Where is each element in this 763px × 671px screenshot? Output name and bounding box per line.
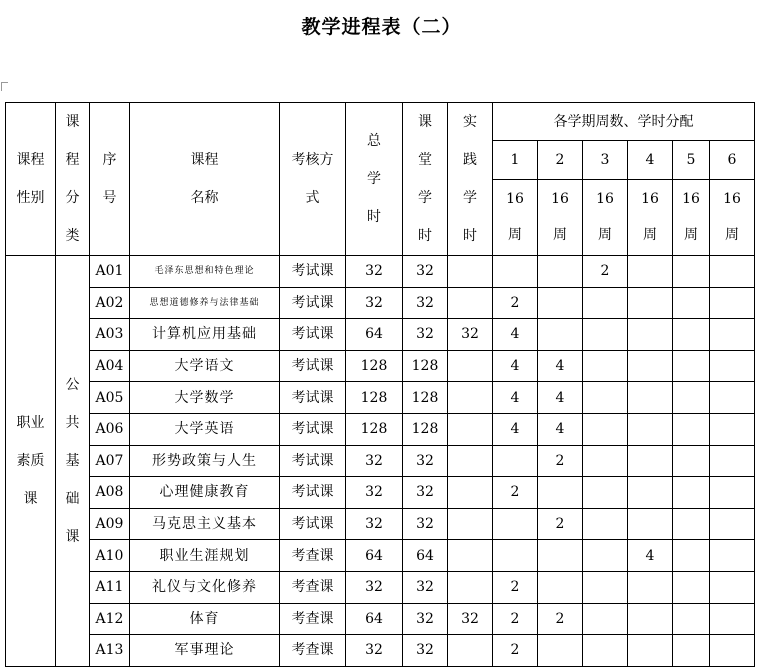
semester-6-hours [710,256,755,288]
assessment: 考试课 [280,477,346,509]
semester-1-weeks: 16周 [493,179,538,256]
course-id: A07 [90,445,130,477]
semester-2-hours [538,571,583,603]
semester-5-hours [673,382,710,414]
assessment: 考试课 [280,413,346,445]
semester-4-header: 4 [628,141,673,179]
total-hours: 64 [346,603,403,635]
practice-hours [448,635,493,667]
classroom-hours: 32 [403,571,448,603]
course-name: 形势政策与人生 [130,445,280,477]
total-hours: 64 [346,319,403,351]
semester-6-hours [710,445,755,477]
semester-2-hours [538,477,583,509]
semester-5-hours [673,635,710,667]
semester-3-hours [583,413,628,445]
practice-hours [448,256,493,288]
course-name: 思想道德修养与法律基础 [130,287,280,319]
semester-4-hours [628,319,673,351]
semester-5-weeks: 16周 [673,179,710,256]
semester-1-hours [493,445,538,477]
course-id: A08 [90,477,130,509]
assessment: 考查课 [280,603,346,635]
classroom-hours: 32 [403,508,448,540]
semester-4-hours [628,382,673,414]
semester-2-hours: 2 [538,508,583,540]
course-name: 大学数学 [130,382,280,414]
total-hours: 32 [346,477,403,509]
semester-6-hours [710,413,755,445]
semester-6-hours [710,571,755,603]
table-row [6,413,755,445]
semester-2-hours [538,635,583,667]
semester-2-hours [538,287,583,319]
classification-cell: 公共基础课 [56,256,90,667]
assessment: 考查课 [280,635,346,667]
practice-hours [448,350,493,382]
semester-4-hours [628,508,673,540]
semester-6-hours [710,603,755,635]
assessment: 考查课 [280,540,346,572]
header-name: 课程名称 [130,103,280,256]
course-name: 体育 [130,603,280,635]
semester-2-hours: 4 [538,350,583,382]
table-row [6,256,755,288]
semester-3-hours [583,571,628,603]
classroom-hours: 32 [403,256,448,288]
course-name: 大学英语 [130,413,280,445]
classroom-hours: 32 [403,445,448,477]
classroom-hours: 32 [403,635,448,667]
classroom-hours: 32 [403,287,448,319]
semester-5-hours [673,477,710,509]
semester-1-hours: 4 [493,319,538,351]
total-hours: 128 [346,350,403,382]
semester-2-hours: 4 [538,413,583,445]
course-id: A11 [90,571,130,603]
assessment: 考查课 [280,571,346,603]
header-semester-group: 各学期周数、学时分配 [493,103,755,141]
assessment: 考试课 [280,382,346,414]
semester-6-header: 6 [710,141,755,179]
table-row [6,350,755,382]
classroom-hours: 32 [403,477,448,509]
header-seq: 序号 [90,103,130,256]
classroom-hours: 64 [403,540,448,572]
semester-6-hours [710,540,755,572]
semester-5-hours [673,350,710,382]
semester-5-hours [673,540,710,572]
table-row [6,508,755,540]
semester-2-hours: 2 [538,445,583,477]
semester-5-hours [673,319,710,351]
semester-2-hours [538,319,583,351]
semester-1-hours [493,540,538,572]
total-hours: 128 [346,382,403,414]
classroom-hours: 128 [403,413,448,445]
total-hours: 32 [346,508,403,540]
semester-2-hours [538,540,583,572]
course-id: A04 [90,350,130,382]
semester-2-hours: 2 [538,603,583,635]
semester-4-hours [628,477,673,509]
semester-5-header: 5 [673,141,710,179]
table-row [6,319,755,351]
course-id: A03 [90,319,130,351]
semester-3-hours [583,382,628,414]
header-assessment: 考核方式 [280,103,346,256]
header-category: 课程性别 [6,103,56,256]
course-name: 计算机应用基础 [130,319,280,351]
semester-1-hours: 4 [493,350,538,382]
semester-1-hours: 2 [493,635,538,667]
semester-2-hours: 4 [538,382,583,414]
semester-1-hours [493,508,538,540]
category-cell: 职业素质课 [6,256,56,667]
table-row [6,571,755,603]
classroom-hours: 32 [403,319,448,351]
total-hours: 32 [346,256,403,288]
table-row [6,445,755,477]
practice-hours: 32 [448,319,493,351]
classroom-hours: 32 [403,603,448,635]
semester-1-hours: 2 [493,603,538,635]
semester-1-hours: 4 [493,413,538,445]
course-id: A12 [90,603,130,635]
semester-2-header: 2 [538,141,583,179]
assessment: 考试课 [280,319,346,351]
semester-4-hours [628,603,673,635]
semester-3-hours [583,445,628,477]
total-hours: 32 [346,287,403,319]
semester-6-hours [710,350,755,382]
semester-3-hours [583,350,628,382]
header-classification: 课程分类 [56,103,90,256]
course-id: A13 [90,635,130,667]
semester-1-hours: 4 [493,382,538,414]
semester-6-hours [710,477,755,509]
semester-6-hours [710,287,755,319]
semester-4-hours [628,635,673,667]
course-name: 大学语文 [130,350,280,382]
total-hours: 128 [346,413,403,445]
table-row [6,477,755,509]
semester-1-hours: 2 [493,477,538,509]
practice-hours [448,477,493,509]
semester-5-hours [673,603,710,635]
course-name: 心理健康教育 [130,477,280,509]
semester-4-hours [628,350,673,382]
assessment: 考试课 [280,256,346,288]
classroom-hours: 128 [403,350,448,382]
semester-3-hours [583,477,628,509]
semester-4-weeks: 16周 [628,179,673,256]
semester-4-hours [628,256,673,288]
assessment: 考试课 [280,287,346,319]
semester-5-hours [673,508,710,540]
semester-6-weeks: 16周 [710,179,755,256]
practice-hours [448,445,493,477]
semester-6-hours [710,319,755,351]
classroom-hours: 128 [403,382,448,414]
course-id: A09 [90,508,130,540]
practice-hours [448,508,493,540]
semester-4-hours [628,413,673,445]
semester-6-hours [710,635,755,667]
semester-5-hours [673,445,710,477]
semester-3-hours [583,603,628,635]
total-hours: 64 [346,540,403,572]
course-name: 职业生涯规划 [130,540,280,572]
assessment: 考试课 [280,350,346,382]
course-id: A10 [90,540,130,572]
semester-3-hours [583,635,628,667]
curriculum-table [5,102,755,667]
header-practice: 实践学时 [448,103,493,256]
semester-3-hours [583,508,628,540]
table-row [6,635,755,667]
total-hours: 32 [346,635,403,667]
practice-hours [448,413,493,445]
semester-3-weeks: 16周 [583,179,628,256]
assessment: 考试课 [280,445,346,477]
practice-hours [448,540,493,572]
course-id: A06 [90,413,130,445]
page-title: 教学进程表（二） [301,16,462,38]
semester-3-hours [583,540,628,572]
table-row [6,382,755,414]
semester-4-hours [628,287,673,319]
semester-1-hours [493,256,538,288]
course-name: 马克思主义基本 [130,508,280,540]
course-name: 军事理论 [130,635,280,667]
semester-5-hours [673,287,710,319]
semester-1-header: 1 [493,141,538,179]
total-hours: 32 [346,445,403,477]
semester-5-hours [673,571,710,603]
header-total: 总学时 [346,103,403,256]
semester-1-hours: 2 [493,287,538,319]
course-id: A01 [90,256,130,288]
course-name: 毛泽东思想和特色理论 [130,256,280,288]
table-row [6,287,755,319]
course-id: A02 [90,287,130,319]
semester-3-hours [583,319,628,351]
semester-3-header: 3 [583,141,628,179]
table-row [6,540,755,572]
semester-6-hours [710,382,755,414]
course-id: A05 [90,382,130,414]
semester-5-hours [673,413,710,445]
semester-5-hours [673,256,710,288]
semester-2-hours [538,256,583,288]
course-name: 礼仪与文化修养 [130,571,280,603]
header-classroom: 课堂学时 [403,103,448,256]
semester-2-weeks: 16周 [538,179,583,256]
semester-4-hours: 4 [628,540,673,572]
semester-4-hours [628,445,673,477]
semester-3-hours [583,287,628,319]
semester-3-hours: 2 [583,256,628,288]
total-hours: 32 [346,571,403,603]
practice-hours [448,571,493,603]
assessment: 考试课 [280,508,346,540]
corner-mark [1,82,8,91]
practice-hours [448,382,493,414]
practice-hours: 32 [448,603,493,635]
practice-hours [448,287,493,319]
table-row [6,603,755,635]
semester-6-hours [710,508,755,540]
semester-4-hours [628,571,673,603]
semester-1-hours: 2 [493,571,538,603]
